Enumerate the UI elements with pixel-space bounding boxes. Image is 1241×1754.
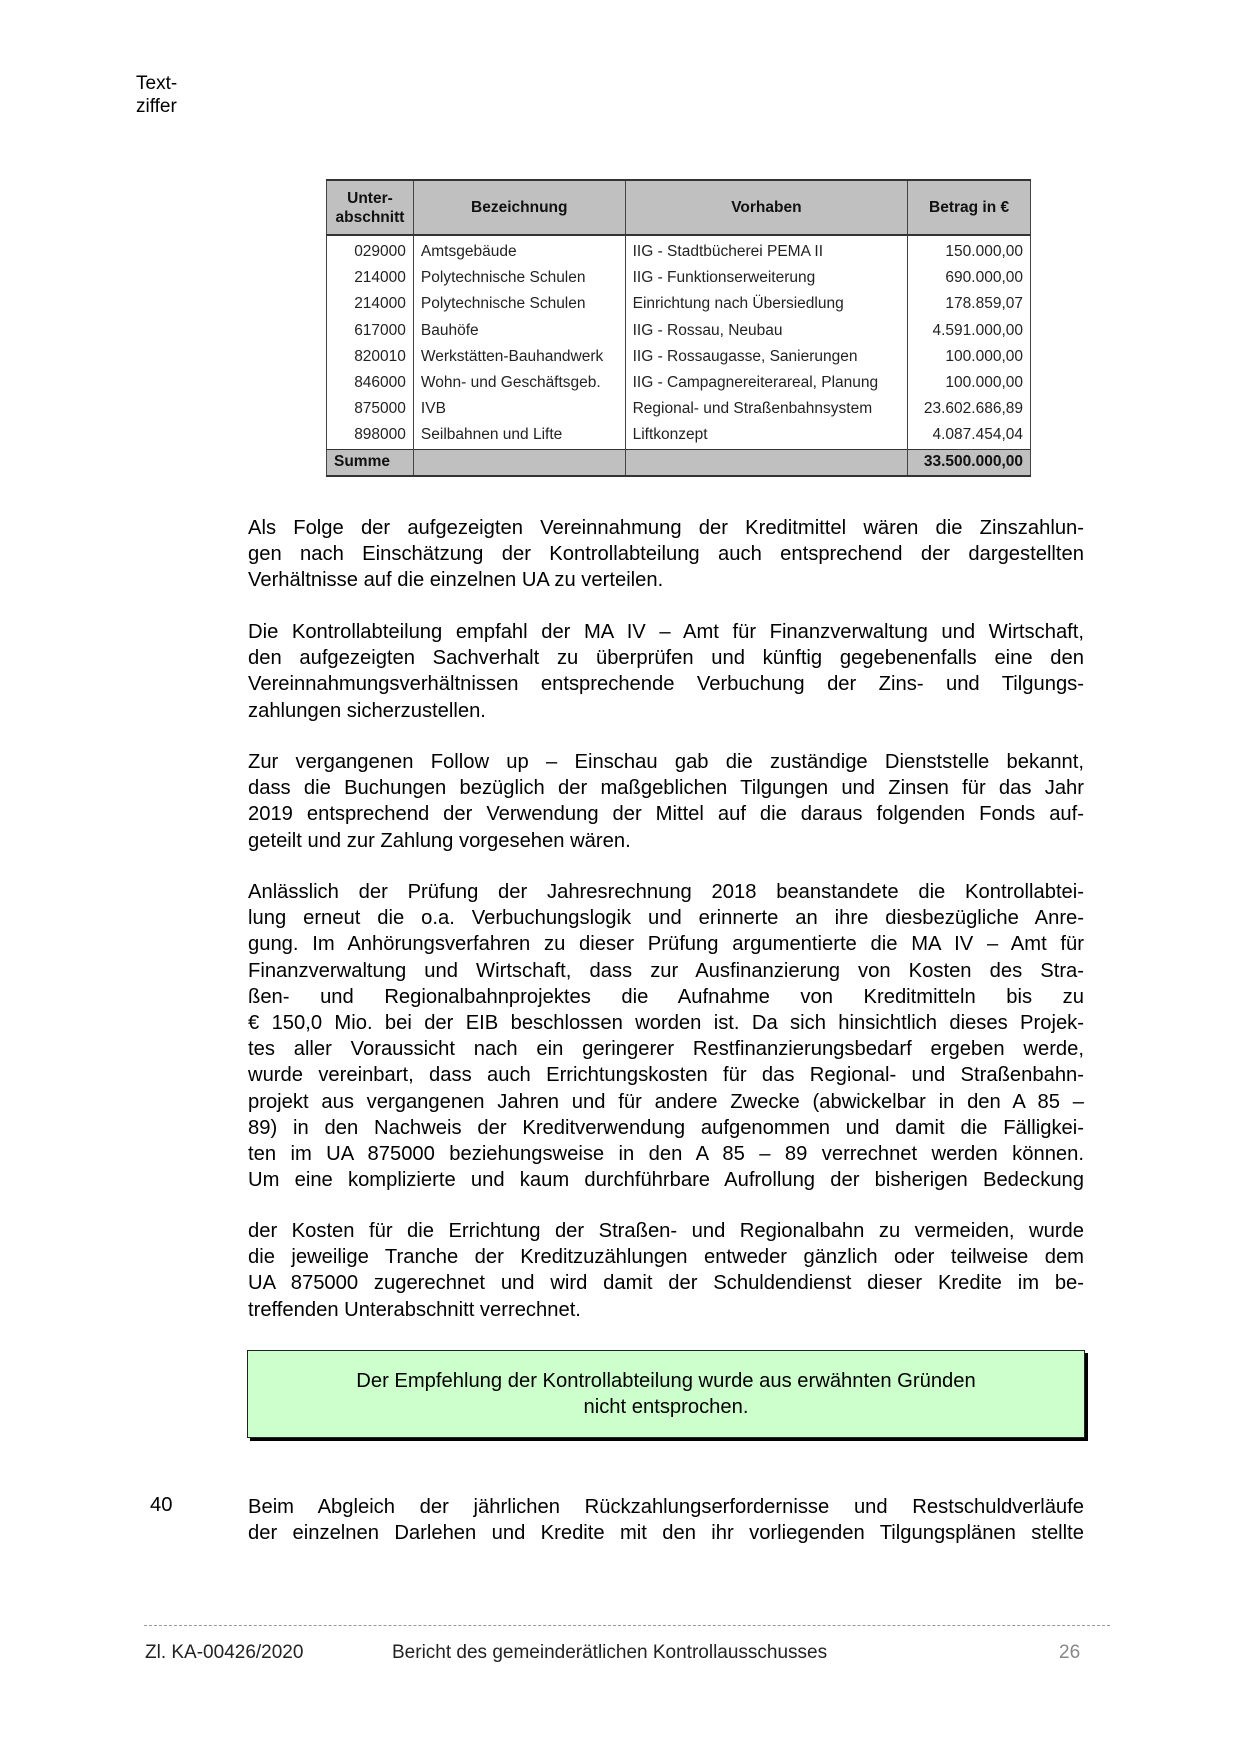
cell-ua: 846000 bbox=[327, 370, 414, 396]
cell-ua: 214000 bbox=[327, 291, 414, 317]
textziffer-number: 40 bbox=[150, 1494, 173, 1516]
total-label: Summe bbox=[327, 449, 414, 476]
recommendation-status-box bbox=[247, 1350, 1085, 1438]
allocation-table bbox=[326, 179, 1031, 477]
cell-bezeichnung: Polytechnische Schulen bbox=[413, 291, 625, 317]
cell-bezeichnung: Polytechnische Schulen bbox=[413, 265, 625, 291]
cell-vorhaben: Einrichtung nach Übersiedlung bbox=[625, 291, 908, 317]
table-row bbox=[327, 422, 1031, 449]
cell-ua: 214000 bbox=[327, 265, 414, 291]
header-betrag: Betrag in € bbox=[908, 180, 1031, 235]
cell-ua: 617000 bbox=[327, 318, 414, 344]
cell-betrag: 690.000,00 bbox=[908, 265, 1031, 291]
cell-bezeichnung: Seilbahnen und Lifte bbox=[413, 422, 625, 449]
total-empty-2 bbox=[625, 449, 908, 476]
table-row bbox=[327, 344, 1031, 370]
cell-betrag: 4.591.000,00 bbox=[908, 318, 1031, 344]
cell-betrag: 100.000,00 bbox=[908, 370, 1031, 396]
cell-vorhaben: IIG - Campagnereiterareal, Planung bbox=[625, 370, 908, 396]
paragraph-zinszahlungen: Als Folge der aufgezeigten Vereinnahmung der Kreditmittel wären die Zinszahlun- gen nach Einschätzung der Kontrollabteilung auch entsprechend der dargestellten Verhältnisse auf die einzelnen UA zu verteilen. bbox=[248, 517, 1084, 592]
paragraph-empfehlung: Die Kontrollabteilung empfahl der MA IV – Amt für Finanzverwaltung und Wirtschaft, den aufgezeigten Sachverhalt zu überprüfen und künftig gegebenenfalls eine den Vereinnahmungsverhältnissen entsprechende Verbuchung der Zins- und Tilgungs- zahlungen sicherzustellen. bbox=[248, 621, 1084, 722]
paragraph-follow-up: Zur vergangenen Follow up – Einschau gab die zuständige Dienststelle bekannt, dass die Buchungen bezüglich der maßgeblichen Tilgungen und Zinsen für das Jahr 2019 entsprechend der Verwendung der Mittel auf die daraus folgenden Fonds auf- geteilt und zur Zahlung vorgesehen wären. bbox=[248, 751, 1084, 852]
callout-line1: Der Empfehlung der Kontrollabteilung wurde aus erwähnten Gründen bbox=[356, 1370, 976, 1392]
cell-bezeichnung: Amtsgebäude bbox=[413, 235, 625, 265]
total-betrag: 33.500.000,00 bbox=[908, 449, 1031, 476]
footer-page-number: 26 bbox=[1059, 1642, 1081, 1663]
cell-vorhaben: Liftkonzept bbox=[625, 422, 908, 449]
table-row bbox=[327, 265, 1031, 291]
textziffer-header-line1: Text- bbox=[136, 73, 178, 94]
cell-betrag: 4.087.454,04 bbox=[908, 422, 1031, 449]
cell-ua: 820010 bbox=[327, 344, 414, 370]
total-empty-1 bbox=[413, 449, 625, 476]
paragraph-abgleich: Beim Abgleich der jährlichen Rückzahlungserfordernisse und Restschuldverläufe der einzelnen Darlehen und Kredite mit den ihr vorliegenden Tilgungsplänen stellte bbox=[248, 1496, 1084, 1545]
footer-report-title: Bericht des gemeinderätlichen Kontrollausschusses bbox=[392, 1642, 828, 1663]
header-bezeichnung: Bezeichnung bbox=[413, 180, 625, 235]
footer-reference-id: Zl. KA-00426/2020 bbox=[145, 1642, 304, 1663]
footer-divider bbox=[144, 1625, 1110, 1626]
cell-betrag: 150.000,00 bbox=[908, 235, 1031, 265]
cell-vorhaben: Regional- und Straßenbahnsystem bbox=[625, 396, 908, 422]
cell-betrag: 100.000,00 bbox=[908, 344, 1031, 370]
table-row bbox=[327, 318, 1031, 344]
table-row bbox=[327, 396, 1031, 422]
cell-vorhaben: IIG - Rossaugasse, Sanierungen bbox=[625, 344, 908, 370]
table-row bbox=[327, 370, 1031, 396]
textziffer-header-line2: ziffer bbox=[136, 96, 177, 117]
paragraph-jahresrechnung-2018: Anlässlich der Prüfung der Jahresrechnung 2018 beanstandete die Kontrollabtei- lung erneut die o.a. Verbuchungslogik und erinnerte an ihre diesbezügliche Anre- gung. Im Anhörungsverfahren zu dieser Prüfung argumentierte die MA IV – Amt für Finanzverwaltung und Wirtschaft, dass zur Ausfinanzierung von Kosten des Stra- ßen- und Regionalbahnprojektes die Aufnahme von Kreditmitteln bis zu € 150,0 Mio. bei der EIB beschlossen worden ist. Da sich hinsichtlich dieses Projek- tes aller Voraussicht nach ein geringerer Restfinanzierungsbedarf ergeben werde, wurde vereinbart, dass auch Errichtungskosten für das Regional- und Straßenbahn- projekt aus vergangenen Jahren und für andere Zwecke (abwickelbar in den A 85 – 89) in den Nachweis der Kreditverwendung aufgenommen und damit die Fälligkei- ten im UA 875000 beziehungsweise in den A 85 – 89 verrechnet werden können. Um eine komplizierte und kaum durchführbare Aufrollung der bisherigen Bedeckung bbox=[248, 881, 1084, 1192]
cell-bezeichnung: IVB bbox=[413, 396, 625, 422]
table-row bbox=[327, 291, 1031, 317]
cell-bezeichnung: Werkstätten-Bauhandwerk bbox=[413, 344, 625, 370]
header-vorhaben: Vorhaben bbox=[625, 180, 908, 235]
textziffer-header bbox=[136, 72, 177, 118]
cell-ua: 875000 bbox=[327, 396, 414, 422]
table-header-row bbox=[327, 180, 1031, 235]
cell-ua: 898000 bbox=[327, 422, 414, 449]
cell-vorhaben: IIG - Stadtbücherei PEMA II bbox=[625, 235, 908, 265]
cell-vorhaben: IIG - Rossau, Neubau bbox=[625, 318, 908, 344]
header-unterabschnitt: Unter- abschnitt bbox=[327, 180, 414, 235]
paragraph-kosten-errichtung: der Kosten für die Errichtung der Straßen- und Regionalbahn zu vermeiden, wurde die jeweilige Tranche der Kreditzuzählungen entweder gänzlich oder teilweise dem UA 875000 zugerechnet und wird damit der Schuldendienst dieser Kredite im be- treffenden Unterabschnitt verrechnet. bbox=[248, 1220, 1084, 1321]
cell-bezeichnung: Wohn- und Geschäftsgeb. bbox=[413, 370, 625, 396]
cell-ua: 029000 bbox=[327, 235, 414, 265]
table-row bbox=[327, 235, 1031, 265]
cell-bezeichnung: Bauhöfe bbox=[413, 318, 625, 344]
cell-betrag: 23.602.686,89 bbox=[908, 396, 1031, 422]
callout-line2: nicht entsprochen. bbox=[583, 1396, 749, 1418]
cell-vorhaben: IIG - Funktionserweiterung bbox=[625, 265, 908, 291]
table-total-row bbox=[327, 449, 1031, 476]
cell-betrag: 178.859,07 bbox=[908, 291, 1031, 317]
